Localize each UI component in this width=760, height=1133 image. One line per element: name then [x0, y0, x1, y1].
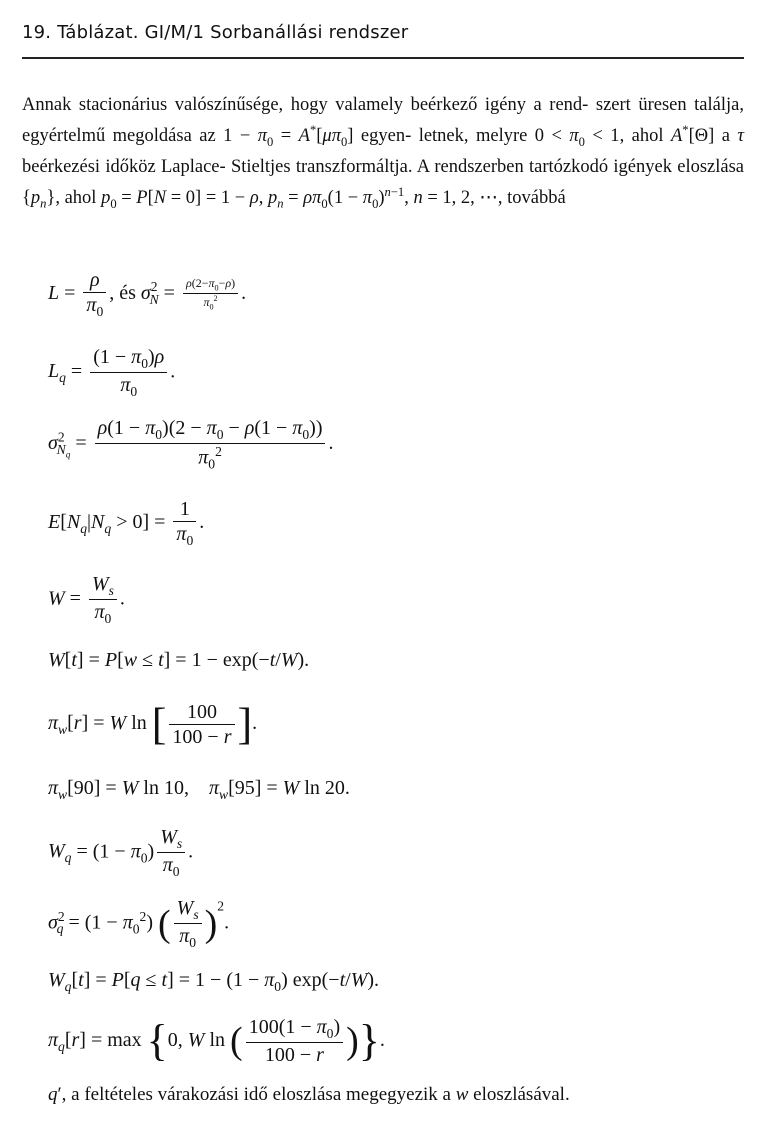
intro-text-6: a: [721, 126, 730, 147]
closing-text-a: , a feltételes várakozási idő eloszlása megegyezik a: [61, 1084, 451, 1105]
closing-sentence: q′, a feltételes várakozási idő eloszlása megegyezik a w eloszlásával.: [48, 1084, 570, 1105]
equation-Lq: $L_q$ = $\frac{(1 - \pi_0)\rho}{\pi_0}$ .: [48, 346, 176, 400]
intro-text-4: letnek, melyre: [418, 126, 528, 147]
equation-pi-w: $\pi_w[r] = W$ ln [ $\frac{100}{100 - r}$ ].: [48, 699, 258, 749]
equation-W: W = $\frac{W_s}{\pi_0}$ .: [48, 573, 125, 627]
equation-sigma-Nq: $\sigma^2_{N_q}$ = $\frac{\rho(1 - \pi_0)(2 - \pi_0 - \rho(1 - \pi_0))}{\pi_0^2}$ .: [48, 417, 334, 472]
equation-conditional-expectation: $E[N_q|N_q > 0]$ = $\frac{1}{\pi_0}$ .: [48, 498, 205, 548]
page-header: 19. Táblázat. GI/M/1 Sorbanállási rendszer: [22, 22, 409, 43]
intro-paragraph: Annak stacionárius valószínűsége, hogy valamely beérkező igény a rend- szert üresen találja, egyértelmű megoldása az $1 - \pi_0 = A^*[\mu\pi_0]$ egyen- letnek, melyre $0 < \pi_0 < 1$, ahol A*[Θ] a τ beérkezési időköz Laplace- Stieltjes transzformáltja. A rendszerben tartózkodó igények eloszlása $\{p_n\}$, ahol $p_0 = P[N = 0] = 1 - \rho$, $p_n = \rho\pi_0(1 - \pi_0)^{n-1}$, n = 1, 2, ⋯, továbbá: [22, 95, 745, 211]
intro-text-8: Stieltjes transzformáltja. A rendszerben tartózkodó igények eloszlása: [230, 156, 745, 177]
intro-text-10: továbbá: [507, 188, 566, 208]
header-rule: [22, 57, 744, 59]
equation-L: L = $\frac{\rho}{\pi_0}$ , és $\sigma^2_N$ = $\frac{\rho(2-\pi_0-\rho)}{\pi_0^2}$ .: [48, 269, 247, 319]
equation-pi-q: $\pi_q[r] = \max \{0$, W ln ( $\frac{100(1 - \pi_0)}{100 - r}$ )}.: [48, 1016, 385, 1067]
intro-text-9: , ahol: [55, 188, 97, 208]
equation-W-distribution: W[t] = P[w ≤ t] = 1 − exp(−t/W).: [48, 649, 310, 671]
equation-sigma-q: $\sigma^2_q = (1 - \pi_0^2)$ ( $\frac{W_s}{\pi_0}$ )$^2$.: [48, 897, 230, 951]
equation-Wq-distribution: $W_q[t] = P[q \le t] = 1 - (1 - \pi_0)$ exp(−t/W).: [48, 969, 380, 994]
intro-text-2: szert üresen találja, egyértelmű megoldása az: [22, 95, 744, 147]
equation-Wq: $W_q = (1 - \pi_0)$ $\frac{W_s}{\pi_0}$ .: [48, 826, 194, 880]
intro-text-1: Annak stacionárius valószínűsége, hogy valamely beérkező igény a rend-: [22, 95, 589, 115]
equation-pi-w-percentiles: $\pi_w[90] = W$ ln 10, $\pi_w[95] = W$ ln 20.: [48, 777, 350, 802]
intro-text-7: beérkezési időköz Laplace-: [22, 156, 226, 177]
intro-text-5: , ahol: [619, 126, 664, 147]
eq1-connector: , és: [109, 281, 136, 304]
closing-text-b: eloszlásával.: [473, 1084, 570, 1105]
intro-text-3: egyen-: [360, 126, 412, 147]
